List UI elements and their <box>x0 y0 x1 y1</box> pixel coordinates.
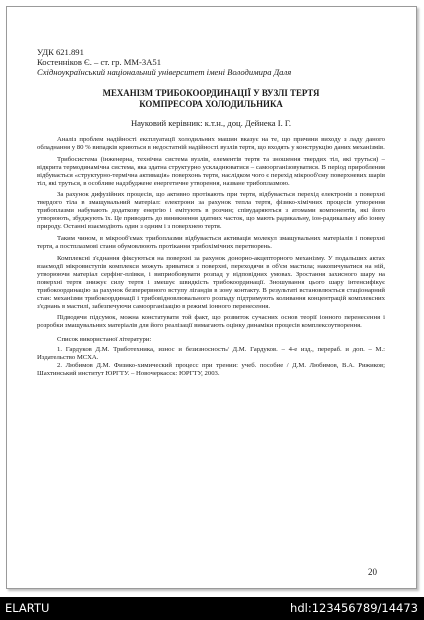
udk-code: УДК 621.891 <box>37 47 84 57</box>
paragraph: Трибосистема (інженерна, технічна система вузлів, елементів тертя та зношення твердих тіл, які труться) – відкрита термодинамічна система, яка здатна структурно ускладнюватися – самоорганізовуватися. В період приробления відбувається «структурно-термічна активація» поверхонь тертя, наслідком чого є перехід мікрооб'єму поверхневих шарів тіл, які труться, в особливе надзбуджене енергетичне утворення, назване трибоплазмою. <box>37 155 385 187</box>
reference-item: 1. Гардуков Д.М. Триботехника, износ и безизносность/ Д.М. Гардуков. – 4-е изд., перераб. и доп. – М.: Издательство МСХА. <box>37 345 385 361</box>
paragraph: Комплексні з'єднання фіксуються на поверхні за рахунок донорно-акцепторного механізму. У подальших актах взаємодії мікровиступів комплекси можуть зриватися з поверхні, переходячи в об'єм мастила; накопичуватися на ній, утворюючи матеріал серфінг-плівки, і виприобовувати розпад у відповідних умовах. Зростання захисного шару на поверхні тертя знижує силу тертя і змешує швидкість трибокоординації. Зношування цього шару інтенсифікує трибокоординацію за рахунок безперервного вступу лігандів в зону контакту. В результаті встановлюється стаціонарний стан: механізми трибокоординації і трибовідновлювального розпаду підтримують коливання концентрацій комплексних з'єднань в мастилі, забезпечуючи самоорганізацію в режимі іонного перенесення. <box>37 254 385 310</box>
document-page <box>6 6 417 589</box>
title-line-1: МЕХАНІЗМ ТРИБОКООРДИНАЦІЇ У ВУЗЛІ ТЕРТЯ <box>102 88 320 98</box>
article-title <box>37 88 385 109</box>
handle-link[interactable]: hdl:123456789/14473 <box>290 601 418 615</box>
repository-name: ELARTU <box>5 601 50 615</box>
scientific-advisor: Науковий керівник: к.т.н., доц. Дейнека І. Г. <box>130 118 292 128</box>
paragraph: За рахунок дифузійних процесів, що активно протікають при тертя, відбувається перехід електронів з поверхні твердого тіла в змащувальний матеріал: електрони за рахунок тепла тертя, фізико-хімічних процесів утворення трибоплазми набувають додаткову енергію і емітують в розчин; співударяються з атомами компонентів, які його утворюють, збуджують їх. Це приводить до виникнення здатних часток, що мають радикальну, іон-радикальну або іонну природу. Останні взаємодіють один з одним і з поверхнею тертя. <box>37 191 385 231</box>
article-body <box>37 136 385 378</box>
paragraph: Таким чином, в мікрооб'ємах трибоплазми відбувається активація молекул змащувальних матеріалів і поверхні тертя, а постплазмові стани обумовлюють протікання трибохімічних перетворень. <box>37 235 385 251</box>
page-content <box>37 47 385 378</box>
header-block <box>37 47 385 77</box>
title-line-2: КОМПРЕСОРА ХОЛОДИЛЬНИКА <box>139 98 283 109</box>
references-heading: Список використаної літератури: <box>57 335 152 343</box>
reference-item: 2. Любимов Д.М. Физико-химический процесс при трении: учеб. пособие / Д.М. Любимов, В.А. Рижиков; Шахтинський институт ЮРГТУ. – Новочеркасск: ЮРГТУ, 2003. <box>37 361 385 377</box>
paragraph: Аналіз проблем надійності експлуатації холодильних машин вказує на те, що причини виходу з ладу даного обладнання у 80 % випадків криються в недостатній надійності вузлів тертя, що входять у конструкцію даних механізмів. <box>37 136 385 152</box>
page-number: 20 <box>368 567 377 577</box>
repository-footer <box>0 597 424 620</box>
author-line: Костенніков Є. – ст. гр. ММ-3А51 <box>37 57 162 67</box>
affiliation: Східноукраїнський національний університет імені Володимира Даля <box>37 67 292 77</box>
paragraph: Підводячи підсумок, можна констатувати той факт, що розвиток сучасних основ теорії іонного перенесення і розробки змащувальних матеріалів для його реалізації вимагають оцінку динаміки процесів комплексоутворення. <box>37 314 385 330</box>
